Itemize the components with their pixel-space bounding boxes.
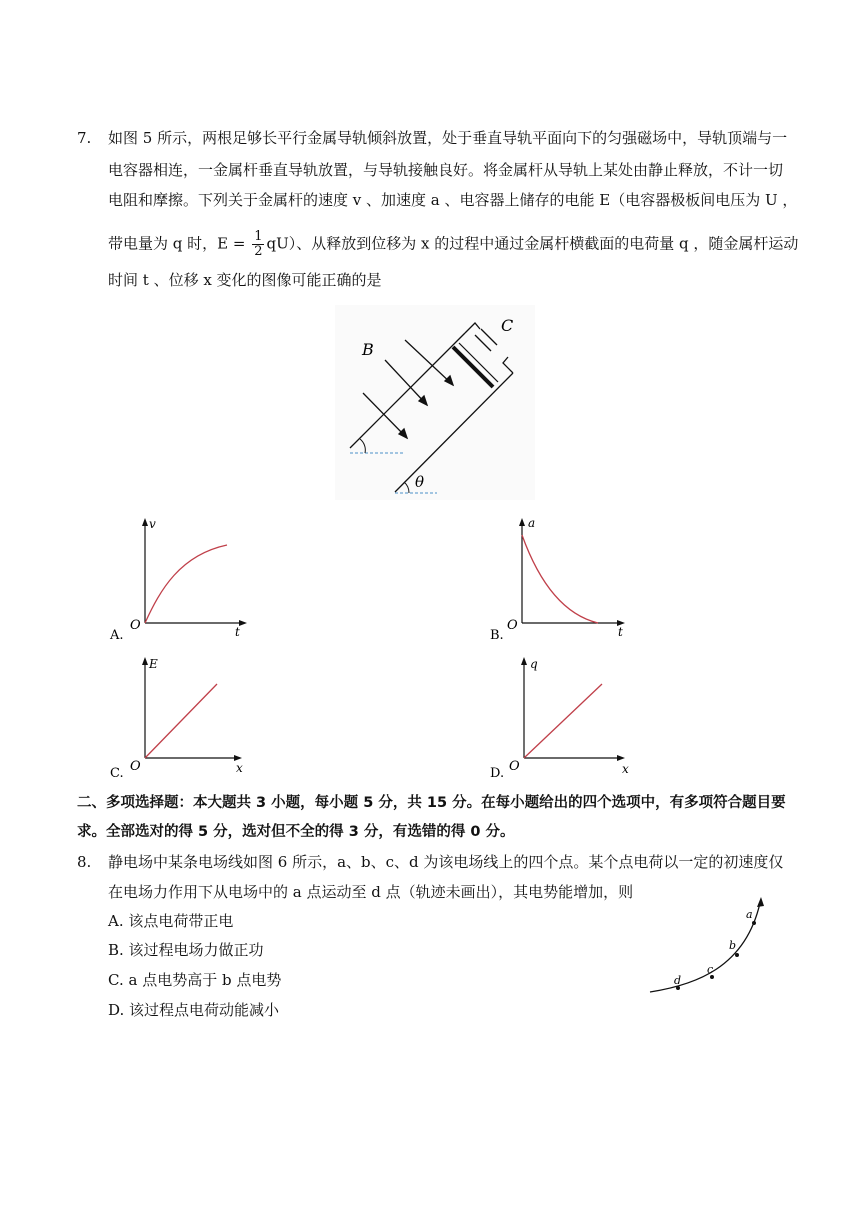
- option-d-graph: [485, 652, 635, 782]
- option-b-graph: [485, 515, 635, 645]
- section2-line2: 求。全部选对的得 5 分，选对但不全的得 3 分，有选错的得 0 分。: [77, 824, 515, 840]
- label-b: b: [729, 939, 737, 952]
- y-axis-arrow: [521, 657, 527, 665]
- option-letter: B.: [490, 628, 504, 643]
- option-letter: C.: [110, 766, 124, 781]
- x-axis-label: x: [236, 761, 243, 775]
- y-axis-label: E: [149, 657, 158, 671]
- velocity-curve: [145, 545, 227, 623]
- q7-line3: 电阻和摩擦。下列关于金属杆的速度 v 、加速度 a 、电容器上储存的电能 E（电容器极板间电压为 U ，: [108, 191, 798, 209]
- point-a: [752, 921, 756, 925]
- q8-option-d: D. 该过程点电荷动能减小: [108, 1001, 280, 1019]
- label-B: B: [362, 340, 374, 359]
- option-letter: D.: [490, 766, 505, 781]
- q8-option-c: C. a 点电势高于 b 点电势: [108, 971, 282, 989]
- option-letter: A.: [110, 628, 124, 643]
- y-axis-arrow: [142, 657, 148, 665]
- y-axis-label: v: [149, 517, 156, 531]
- q7-line4-pre: 带电量为 q 时，E =: [108, 234, 251, 253]
- origin-label: O: [130, 618, 141, 633]
- x-axis-label: x: [622, 762, 629, 776]
- acceleration-curve: [522, 535, 598, 623]
- origin-label: O: [509, 759, 520, 774]
- y-axis-label: q: [530, 657, 538, 671]
- label-C: C: [501, 316, 514, 335]
- energy-fraction: [252, 230, 264, 259]
- label-theta: θ: [415, 473, 425, 491]
- y-axis-label: a: [528, 516, 536, 530]
- q7-line4-post: qU）、从释放到位移为 x 的过程中通过金属杆横截面的电荷量 q ，随金属杆运动: [266, 234, 799, 253]
- origin-label: O: [130, 759, 141, 774]
- option-c-graph: [105, 652, 255, 782]
- fraction-denominator: 2: [254, 244, 263, 259]
- x-axis-arrow: [617, 755, 625, 761]
- q7-line2: 电容器相连，一金属杆垂直导轨放置，与导轨接触良好。将金属杆从导轨上某处由静止释放，不计一切: [108, 161, 784, 179]
- q7-line5: 时间 t 、位移 x 变化的图像可能正确的是: [108, 271, 382, 289]
- incline-rail-figure: [335, 305, 535, 500]
- q8-option-a: A. 该点电荷带正电: [108, 912, 234, 930]
- q7-line1: 如图 5 所示，两根足够长平行金属导轨倾斜放置，处于垂直导轨平面向下的匀强磁场中，导轨顶端与一: [108, 129, 788, 147]
- q8-line1: 静电场中某条电场线如图 6 所示，a、b、c、d 为该电场线上的四个点。某个点电荷以一定的初速度仅: [108, 853, 784, 871]
- q7-number: 7.: [77, 129, 92, 147]
- fraction-numerator: 1: [254, 229, 263, 244]
- x-axis-label: t: [235, 625, 240, 639]
- field-direction-arrow: [757, 897, 764, 907]
- label-c: c: [707, 963, 714, 976]
- energy-line: [145, 684, 217, 758]
- charge-line: [524, 684, 602, 758]
- section2-line1: 二、多项选择题：本大题共 3 小题，每小题 5 分，共 15 分。在每小题给出的四个选项中，有多项符合题目要: [77, 795, 786, 811]
- field-line-figure: [645, 893, 770, 1003]
- q8-option-b: B. 该过程电场力做正功: [108, 941, 264, 959]
- origin-label: O: [507, 618, 518, 633]
- x-axis-arrow: [239, 620, 247, 626]
- label-a: a: [746, 908, 753, 921]
- y-axis-arrow: [142, 518, 148, 526]
- field-line: [650, 903, 760, 992]
- q8-line2: 在电场力作用下从电场中的 a 点运动至 d 点（轨迹未画出），其电势能增加，则: [108, 883, 634, 901]
- x-axis-label: t: [618, 625, 623, 639]
- q8-number: 8.: [77, 853, 92, 871]
- option-a-graph: [105, 515, 255, 645]
- point-b: [735, 953, 739, 957]
- y-axis-arrow: [519, 518, 525, 526]
- label-d: d: [674, 974, 682, 987]
- q7-line4: [108, 230, 798, 259]
